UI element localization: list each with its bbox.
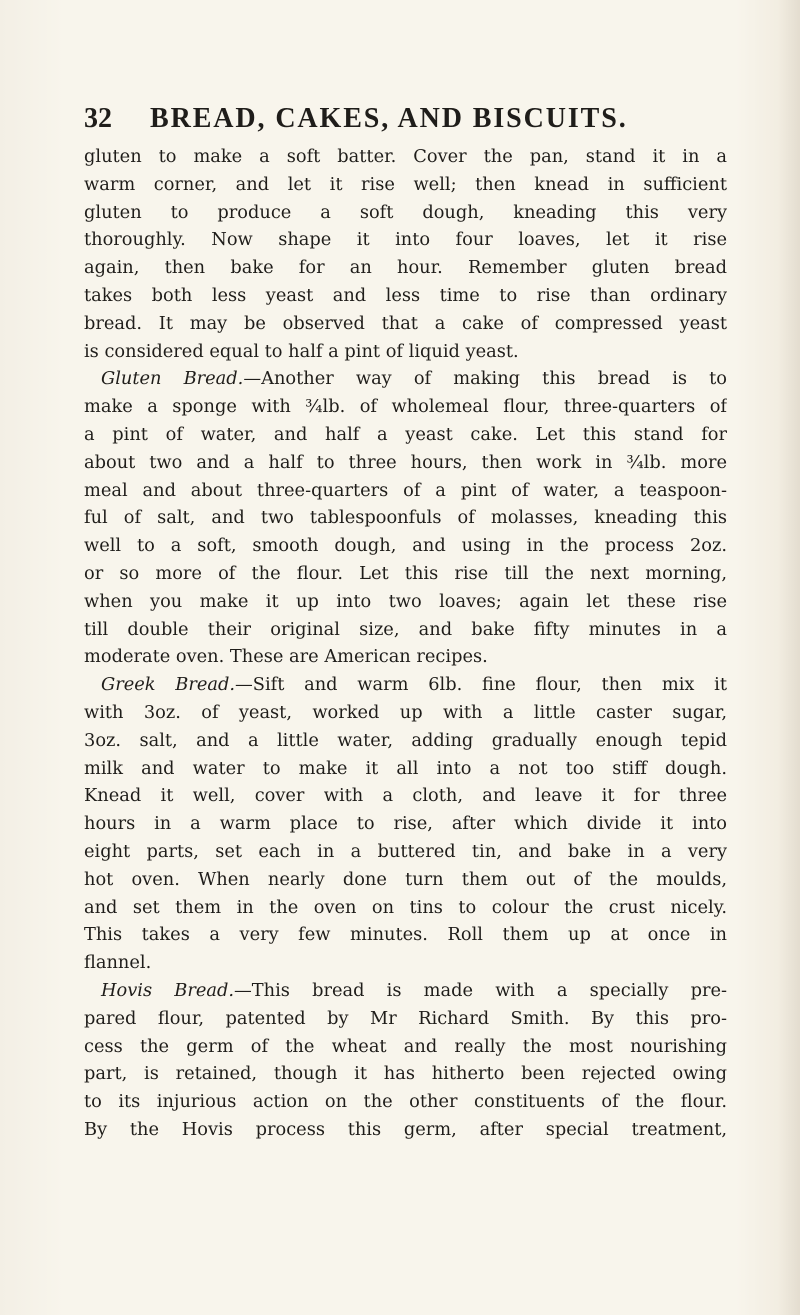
page-number: 32 <box>84 103 112 134</box>
text-line: make a sponge with ¾lb. of wholemeal flour, three-quarters of <box>84 396 727 418</box>
text-run: —This bread is made with a specially pre- <box>233 979 727 1001</box>
recipe-title-gluten-bread: Gluten Bread. <box>101 368 244 390</box>
text-line: is considered equal to half a pint of liquid yeast. <box>84 340 519 362</box>
text-line: with 3oz. of yeast, worked up with a little caster sugar, <box>84 701 727 723</box>
paragraph-first-line <box>84 365 727 393</box>
text-run: —Sift and warm 6lb. fine flour, then mix it <box>235 674 727 696</box>
text-line: hours in a warm place to rise, after which divide it into <box>84 813 727 835</box>
text-line: hot oven. When nearly done turn them out of the moulds, <box>84 868 727 890</box>
paragraph-first-line <box>84 671 727 699</box>
text-line: This takes a very few minutes. Roll them up at once in <box>84 924 727 946</box>
text-line: part, is retained, though it has hitherto been rejected owing <box>84 1063 727 1085</box>
recipe-title-greek-bread: Greek Bread. <box>101 674 235 696</box>
text-line: warm corner, and let it rise well; then knead in sufficient <box>84 173 727 195</box>
text-line: ful of salt, and two tablespoonfuls of molasses, kneading this <box>84 507 727 529</box>
paragraph-first-line <box>84 977 727 1005</box>
text-line: eight parts, set each in a buttered tin, and bake in a very <box>84 840 727 862</box>
text-line: till double their original size, and bake fifty minutes in a <box>84 618 727 640</box>
text-line: a pint of water, and half a yeast cake. Let this stand for <box>84 423 727 445</box>
text-line: bread. It may be observed that a cake of compressed yeast <box>84 312 727 334</box>
text-run: —Another way of making this bread is to <box>243 368 727 390</box>
text-line: meal and about three-quarters of a pint of water, a teaspoon- <box>84 479 727 501</box>
page-edge-shadow <box>778 0 800 1315</box>
running-head: BREAD, CAKES, AND BISCUITS. <box>150 103 628 134</box>
text-line: flannel. <box>84 952 152 974</box>
text-line: or so more of the flour. Let this rise till the next morning, <box>84 562 727 584</box>
text-line: about two and a half to three hours, then work in ¾lb. more <box>84 451 727 473</box>
text-line: again, then bake for an hour. Remember gluten bread <box>84 257 727 279</box>
text-line: and set them in the oven on tins to colour the crust nicely. <box>84 896 727 918</box>
text-line: well to a soft, smooth dough, and using in the process 2oz. <box>84 535 727 557</box>
text-line: thoroughly. Now shape it into four loaves, let it rise <box>84 229 727 251</box>
text-line: pared flour, patented by Mr Richard Smith. By this pro- <box>84 1007 727 1029</box>
page-header <box>84 103 724 143</box>
text-line: gluten to make a soft batter. Cover the pan, stand it in a <box>84 146 727 167</box>
text-line: when you make it up into two loaves; again let these rise <box>84 590 727 612</box>
text-line: milk and water to make it all into a not too stiff dough. <box>84 757 727 779</box>
text-line: cess the germ of the wheat and really the most nourishing <box>84 1035 727 1057</box>
text-line: By the Hovis process this germ, after special treatment, <box>84 1118 727 1140</box>
text-line: to its injurious action on the other constituents of the flour. <box>84 1091 727 1113</box>
text-line: takes both less yeast and less time to rise than ordinary <box>84 284 727 306</box>
text-line: gluten to produce a soft dough, kneading this very <box>84 201 727 223</box>
recipe-title-hovis-bread: Hovis Bread. <box>101 979 234 1001</box>
text-line: moderate oven. These are American recipes. <box>84 646 488 668</box>
text-line: 3oz. salt, and a little water, adding gradually enough tepid <box>84 729 727 751</box>
body-text <box>84 143 727 1144</box>
text-line: Knead it well, cover with a cloth, and leave it for three <box>84 785 727 807</box>
